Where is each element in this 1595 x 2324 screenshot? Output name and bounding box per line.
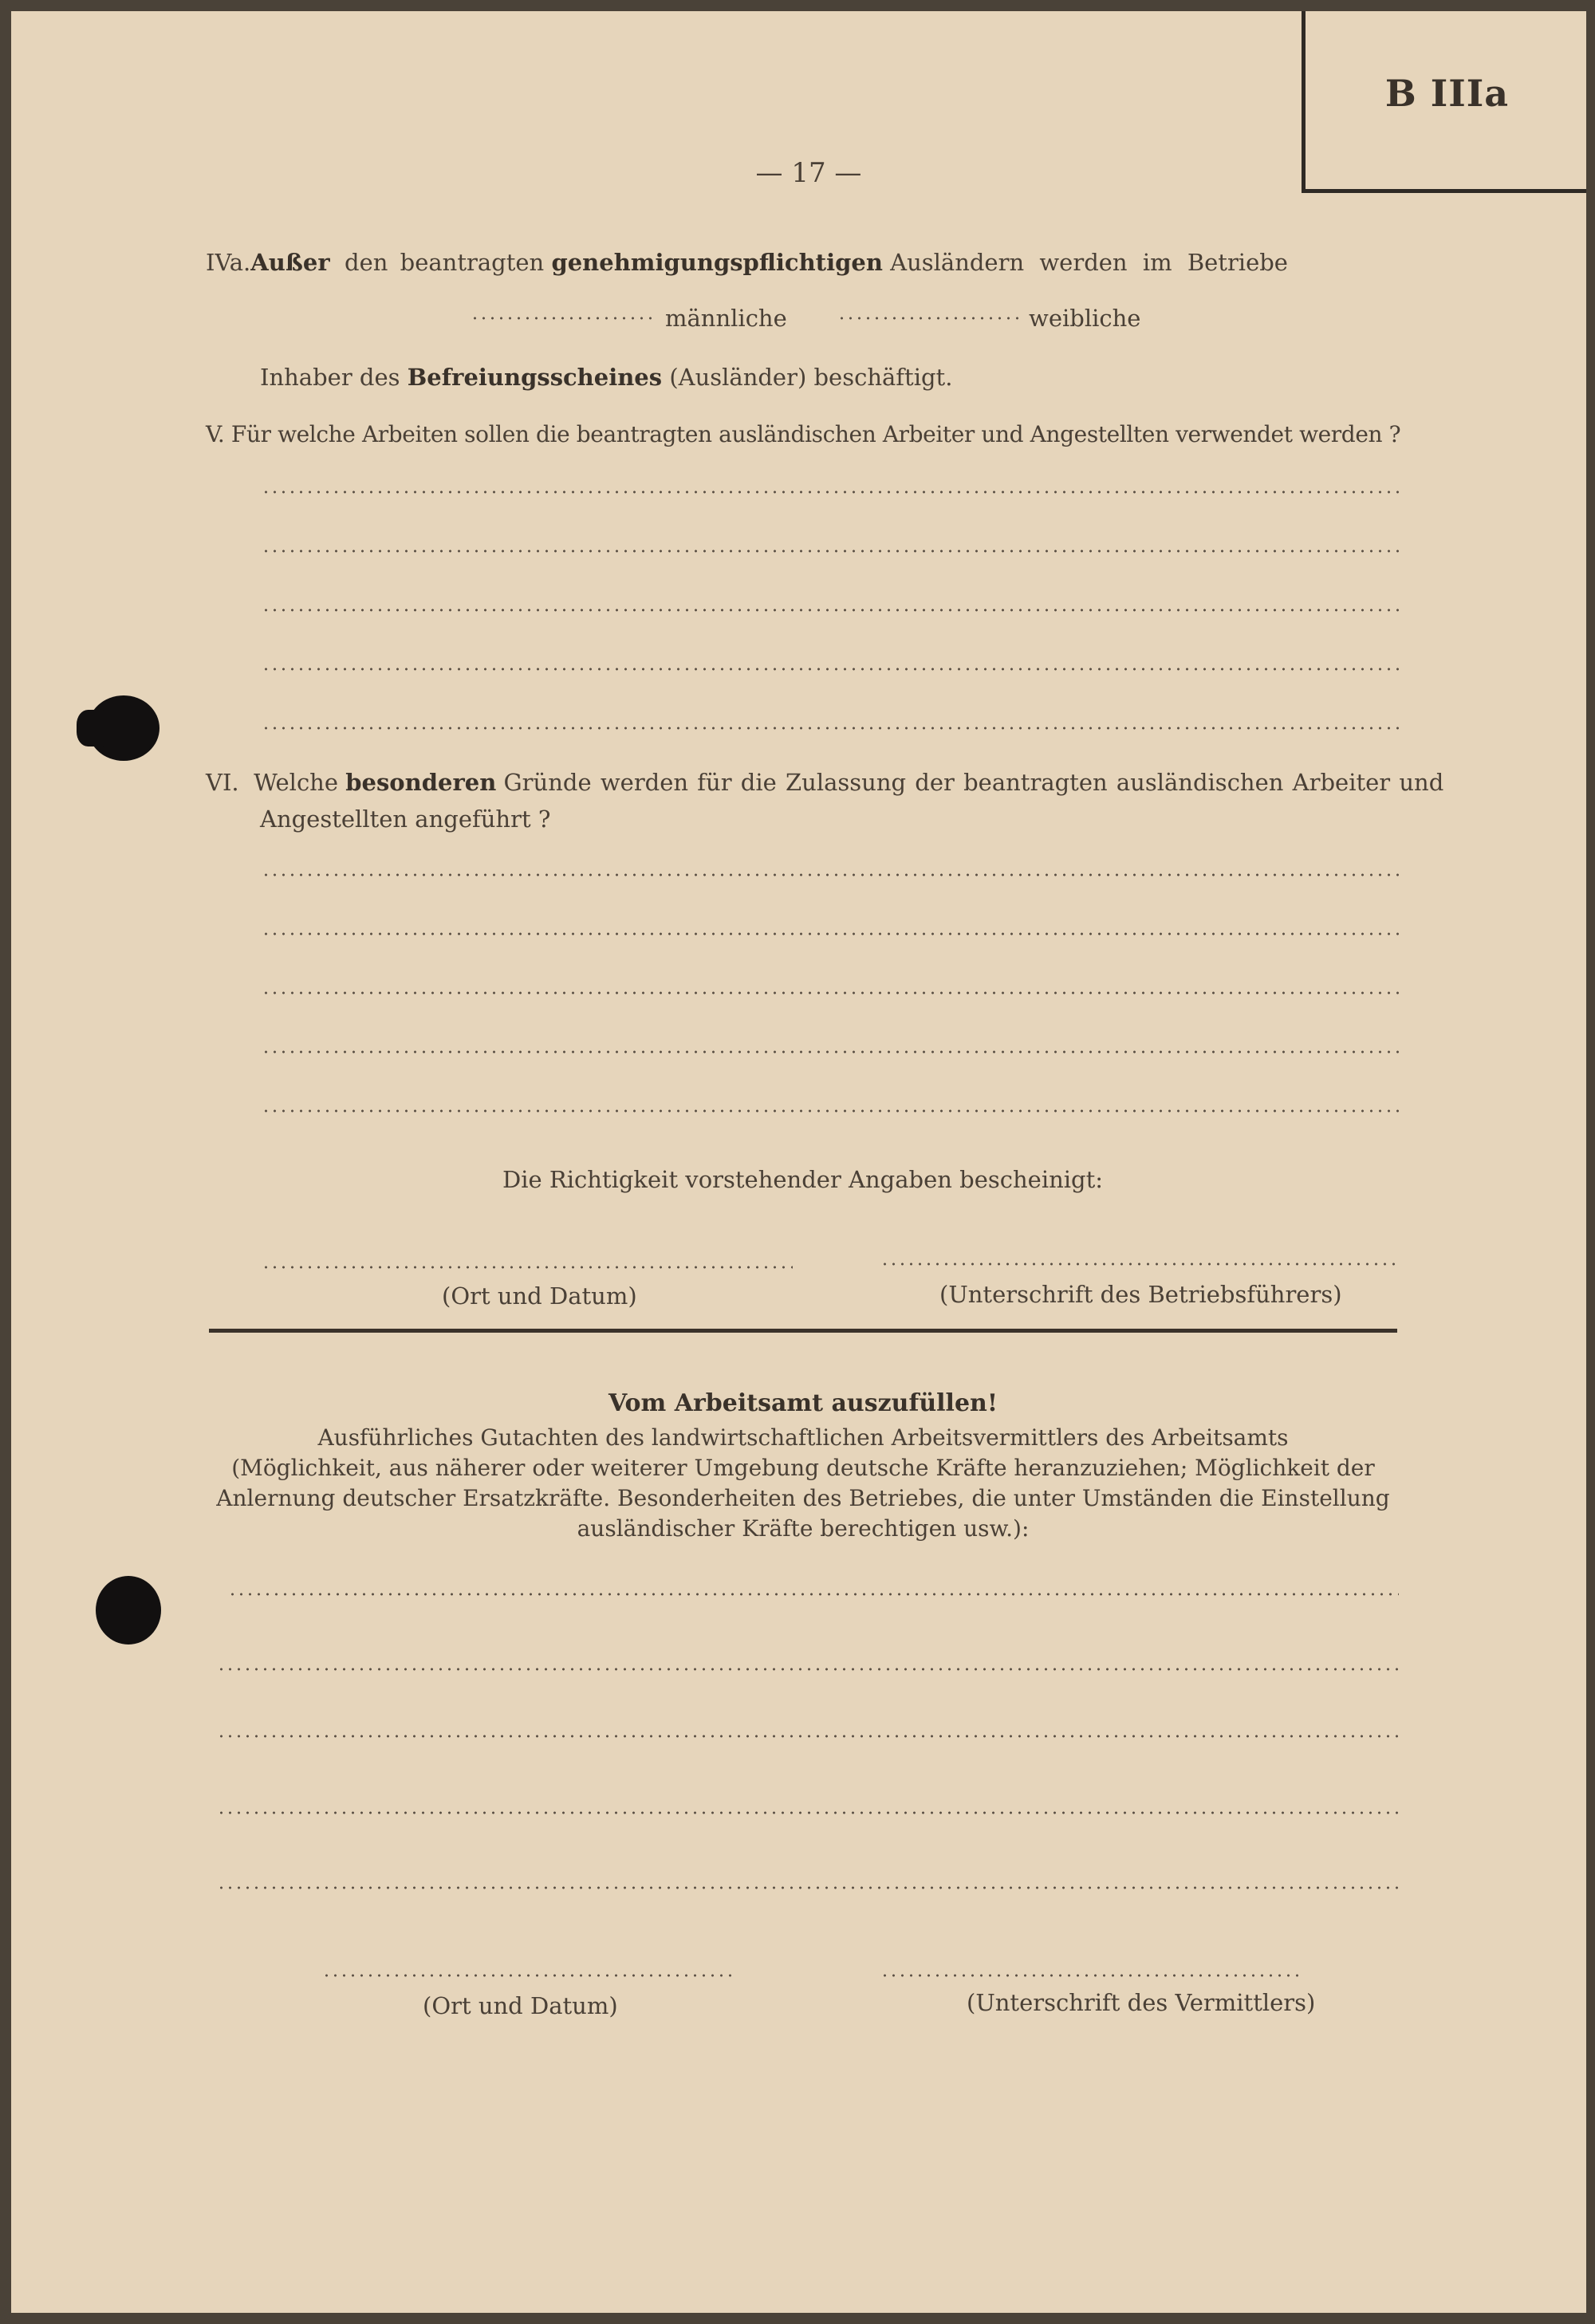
section-v-answer-line[interactable] xyxy=(262,667,1399,672)
form-code-box xyxy=(1302,11,1586,193)
section-iva-line2-bold: Befreiungsscheines xyxy=(407,364,663,391)
employment-office-heading: Vom Arbeitsamt auszufüllen! xyxy=(608,1389,998,1417)
section-vi-number: VI. xyxy=(206,769,239,796)
section-iva-line1 xyxy=(206,249,1288,277)
section-vi-answer-line[interactable] xyxy=(262,932,1399,936)
section-vi-line2: Angestellten angeführt ? xyxy=(260,806,551,833)
section-vi-text-b: Gründe werden für die Zulassung der beantragten ausländischen Arbeiter und xyxy=(503,769,1444,796)
section-vi-text-a: Welche xyxy=(254,769,339,796)
section-v-answer-line[interactable] xyxy=(262,490,1399,494)
female-count-field[interactable] xyxy=(837,316,1021,321)
office-signature-field[interactable] xyxy=(880,1973,1303,1978)
section-iva-word2: genehmigungspflichtigen xyxy=(551,249,883,276)
punch-hole-bottom xyxy=(96,1576,161,1645)
section-vi-answer-line[interactable] xyxy=(262,1109,1399,1113)
section-iva-line2 xyxy=(260,364,952,392)
signature-field[interactable] xyxy=(880,1262,1399,1266)
place-date-field[interactable] xyxy=(262,1265,793,1270)
section-vi-answer-line[interactable] xyxy=(262,991,1399,995)
assessment-line[interactable] xyxy=(217,1734,1399,1739)
section-iva-text1: den beantragten xyxy=(345,249,545,276)
assessment-line[interactable] xyxy=(217,1885,1399,1890)
assessment-line[interactable] xyxy=(217,1810,1399,1815)
form-code: B IIIa xyxy=(1384,72,1510,115)
section-v-answer-line[interactable] xyxy=(262,726,1399,731)
section-vi-answer-line[interactable] xyxy=(262,872,1399,877)
section-divider xyxy=(209,1329,1397,1333)
form-page xyxy=(11,11,1586,2313)
section-vi-line1 xyxy=(206,769,1443,797)
certification-statement: Die Richtigkeit vorstehender Angaben bescheinigt: xyxy=(502,1166,1104,1193)
section-iva-word1: Außer xyxy=(250,249,330,276)
section-iva-number: IVa. xyxy=(206,249,251,276)
male-label: männliche xyxy=(665,305,787,332)
page-number: — 17 — xyxy=(755,157,862,189)
male-count-field[interactable] xyxy=(471,316,654,321)
section-iva-line2-a: Inhaber des xyxy=(260,364,400,391)
section-vi-answer-line[interactable] xyxy=(262,1050,1399,1054)
punch-hole-tear xyxy=(77,710,105,746)
instruction-line: ausländischer Kräfte berechtigen usw.): xyxy=(577,1515,1030,1542)
signature-label: (Unterschrift des Betriebsführers) xyxy=(939,1281,1342,1308)
section-iva-text2: Ausländern werden im Betriebe xyxy=(890,249,1288,276)
section-vi-text-bold: besonderen xyxy=(345,769,497,796)
assessment-line[interactable] xyxy=(217,1667,1399,1672)
employment-office-instructions xyxy=(209,1423,1397,1544)
place-date-label: (Ort und Datum) xyxy=(442,1282,637,1310)
office-place-date-field[interactable] xyxy=(322,1973,737,1978)
office-place-date-label: (Ort und Datum) xyxy=(423,1992,618,2019)
section-iva-line2-b: (Ausländer) beschäftigt. xyxy=(669,364,953,391)
section-v-question: V. Für welche Arbeiten sollen die beantragten ausländischen Arbeiter und Angestellten verwendet werden ? xyxy=(206,421,1401,447)
office-signature-label: (Unterschrift des Vermittlers) xyxy=(967,1989,1316,2016)
instruction-line: Anlernung deutscher Ersatzkräfte. Besonderheiten des Betriebes, die unter Umständen die Einstellung xyxy=(216,1485,1390,1511)
female-label: weibliche xyxy=(1029,305,1141,332)
assessment-line[interactable] xyxy=(228,1592,1399,1597)
instruction-line: Ausführliches Gutachten des landwirtschaftlichen Arbeitsvermittlers des Arbeitsamts xyxy=(317,1424,1289,1451)
section-v-answer-line[interactable] xyxy=(262,608,1399,613)
section-v-answer-line[interactable] xyxy=(262,549,1399,553)
instruction-line: (Möglichkeit, aus näherer oder weiterer Umgebung deutsche Kräfte heranzuziehen; Möglichkeit der xyxy=(231,1455,1375,1481)
